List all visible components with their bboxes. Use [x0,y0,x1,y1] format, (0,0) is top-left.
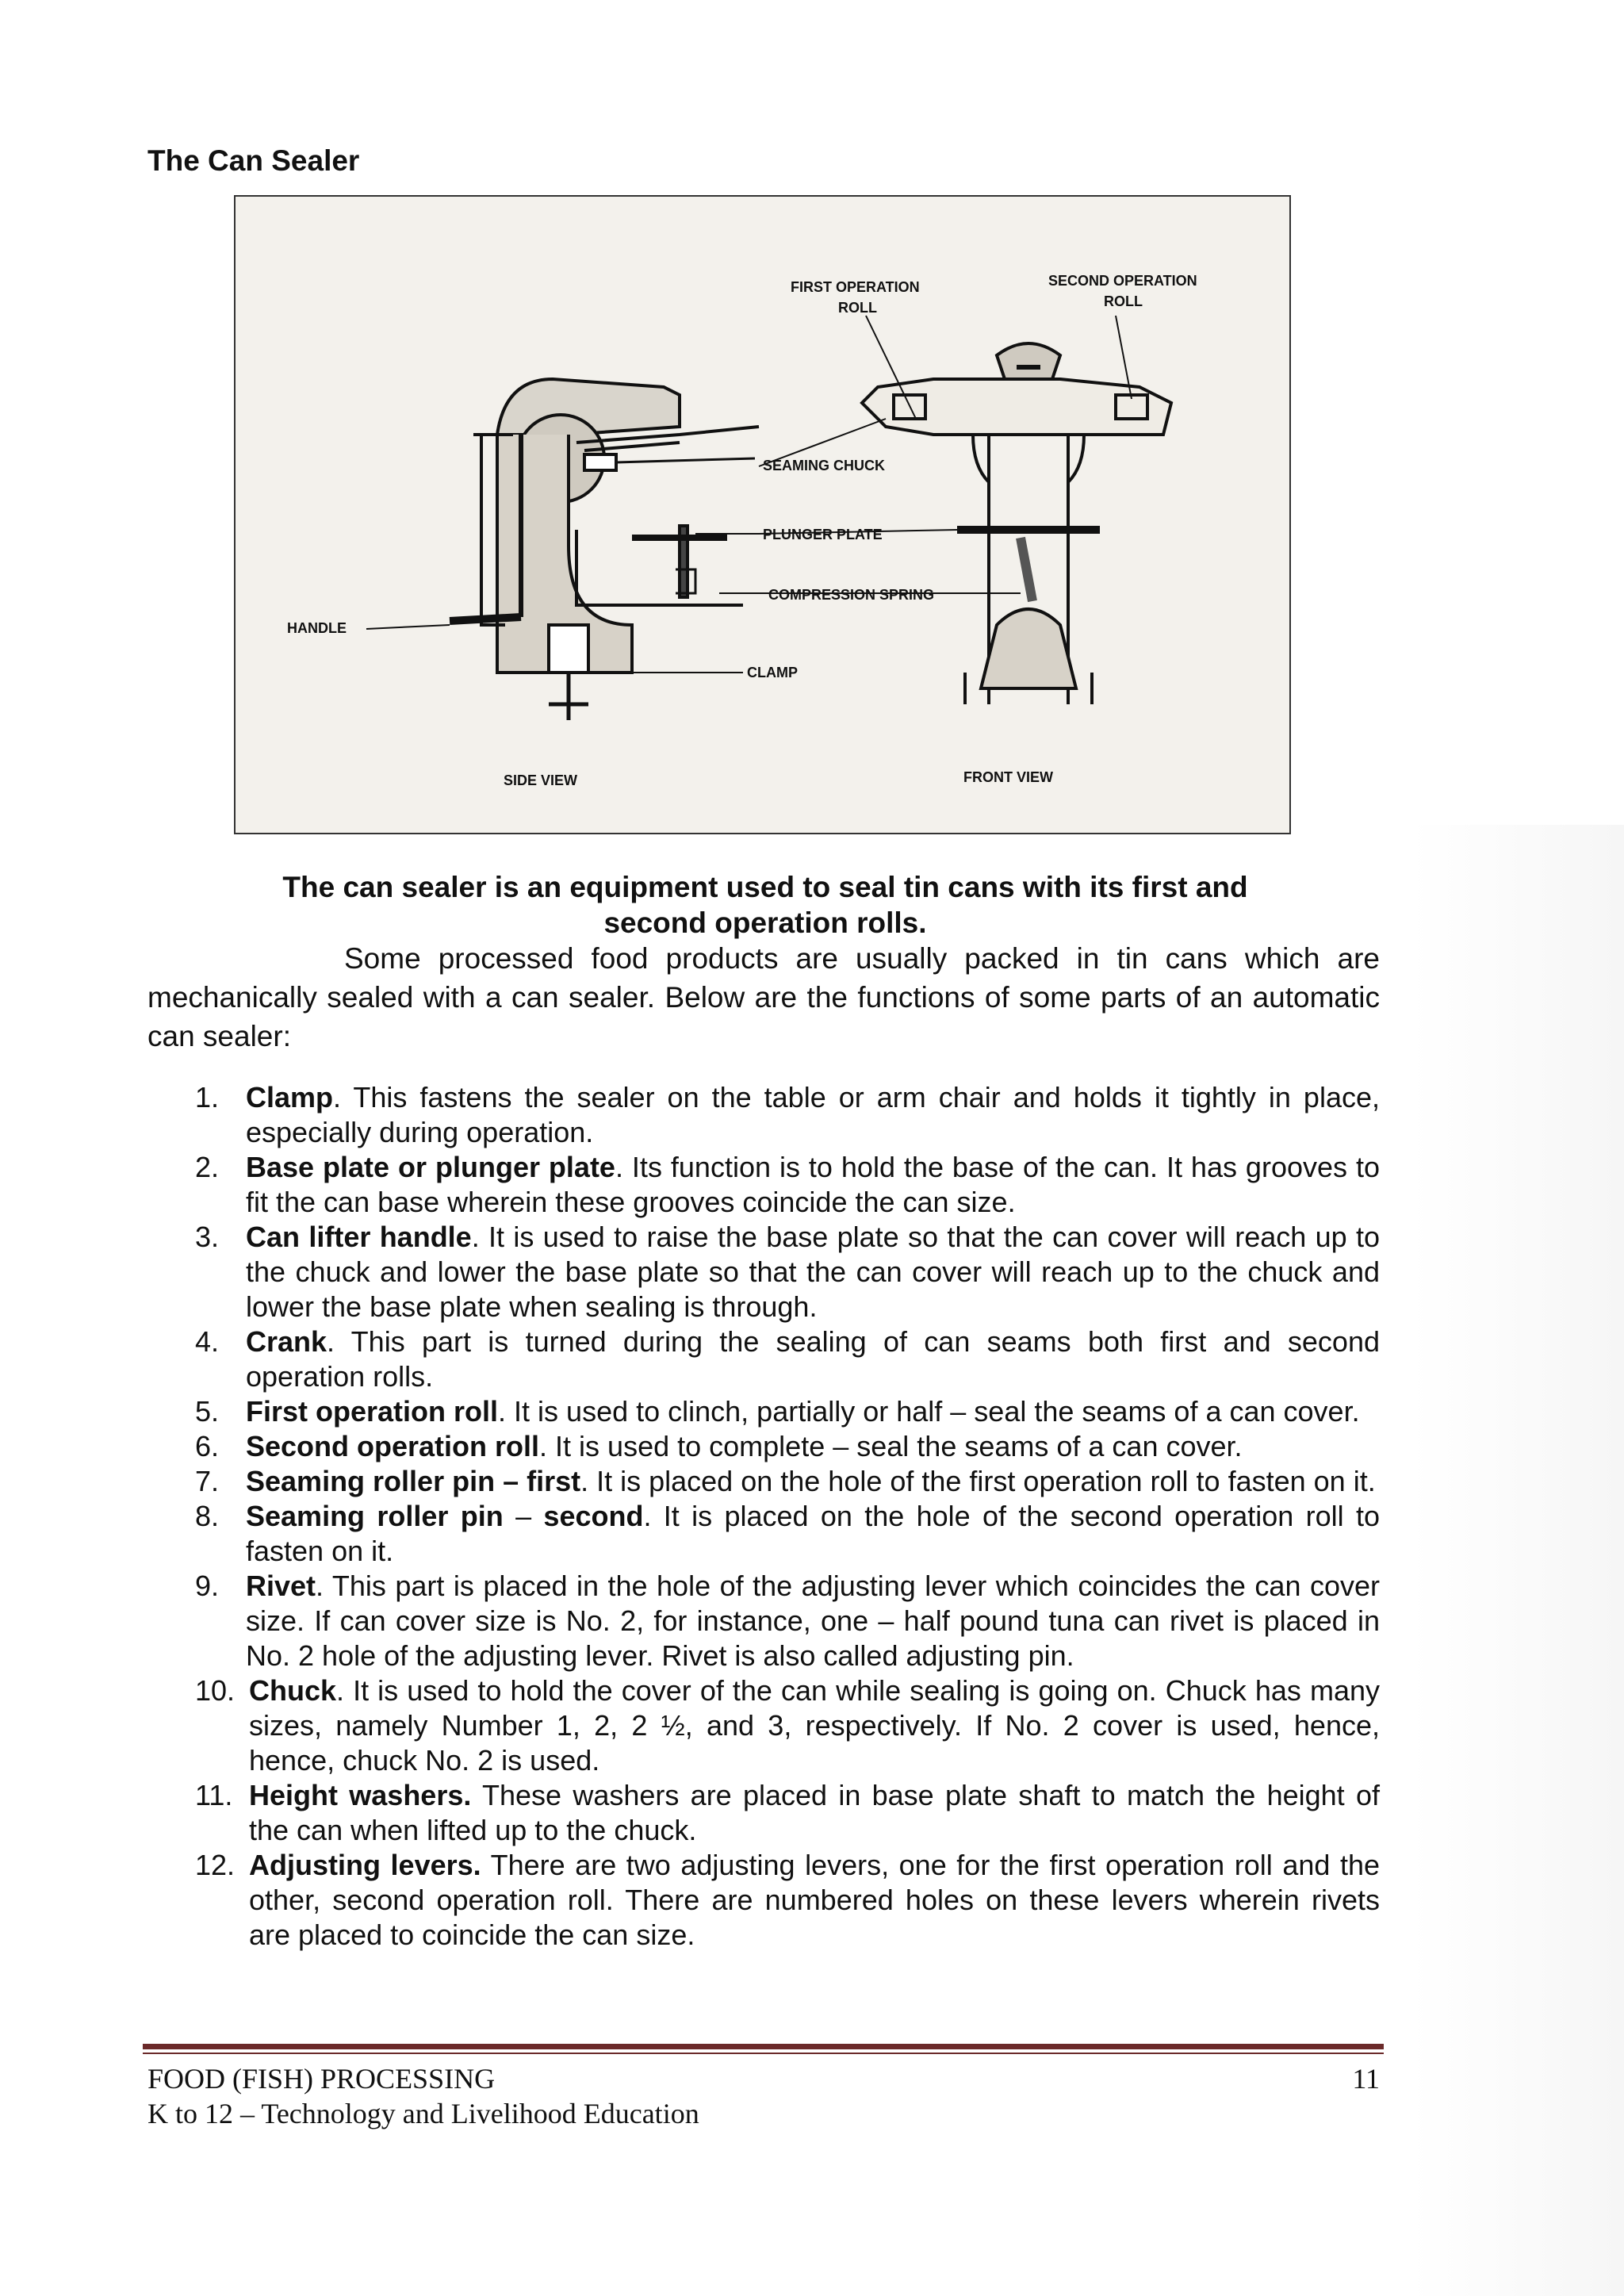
footer-program-title: K to 12 – Technology and Livelihood Education [147,2098,699,2129]
list-item [0,1848,1380,1953]
list-number: 6. [195,1430,220,1462]
list-text: . Its function is to hold the base of the can. It has grooves to fit the can base wherein these grooves coincide the can size. [246,1151,1380,1218]
list-text: . It is placed on the hole of the first operation roll to fasten on it. [580,1465,1376,1497]
list-number: 7. [195,1465,220,1497]
list-term: Seaming roller pin [246,1500,504,1532]
page-number: 11 [1352,2063,1380,2095]
list-number: 3. [195,1221,220,1253]
list-term: First operation roll [246,1395,499,1428]
list-item [0,1673,1380,1778]
label-handle: HANDLE [287,620,347,636]
list-number: 10. [195,1674,236,1707]
list-term: Seaming roller pin – first [246,1465,581,1497]
list-term: Adjusting levers. [249,1849,481,1881]
list-text: . This fastens the sealer on the table or arm chair and holds it tightly in place, especially during operation. [246,1081,1380,1148]
list-term-second: second [543,1500,644,1532]
label-clamp: CLAMP [747,665,798,680]
list-text: . This part is placed in the hole of the adjusting lever which coincides the can cover size. If can cover size is No. 2, for instance, one – half pound tuna can rivet is placed in No. 2 hole of the adjusting lever. Rivet is also called adjusting pin. [246,1570,1380,1672]
label-plunger-plate: PLUNGER PLATE [763,527,883,542]
scan-shading [1411,825,1624,2296]
list-term: Chuck [249,1674,337,1707]
side-view-drawing [450,379,759,720]
list-term: Second operation roll [246,1430,540,1462]
list-item [0,1569,1380,1673]
list-term-dash: – [503,1500,544,1532]
list-term: Height washers. [249,1779,472,1811]
label-second-operation-roll-line2: ROLL [1104,293,1143,309]
list-number: 12. [195,1849,236,1881]
figure-caption: The can sealer is an equipment used to seal tin cans with its first and second operation rolls. [282,871,1248,939]
list-item [0,1464,1380,1499]
list-item [0,1220,1380,1324]
front-view-drawing [862,343,1171,704]
list-number: 9. [195,1570,220,1602]
list-term: Rivet [246,1570,316,1602]
list-text: . It is used to hold the cover of the can while sealing is going on. Chuck has many sizes, namely Number 1, 2, 2 ½, and 3, respectively. If No. 2 cover is used, hence, hence, chuck No. 2 is used. [249,1674,1380,1777]
list-item [0,1429,1380,1464]
footer-course-title: FOOD (FISH) PROCESSING [147,2063,496,2095]
section-heading: The Can Sealer [147,144,360,177]
list-text: . It is used to clinch, partially or half – seal the seams of a can cover. [498,1395,1360,1428]
list-item [0,1394,1380,1429]
list-term: Base plate or plunger plate [246,1151,615,1183]
label-first-operation-roll-line2: ROLL [838,300,877,316]
list-number: 1. [195,1081,220,1114]
list-text: . It is placed on the hole of the second operation roll to fasten on it. [246,1500,1380,1567]
label-side-view: SIDE VIEW [504,772,578,788]
footer-rule-thin [143,2053,1384,2054]
list-number: 4. [195,1325,220,1358]
list-text: There are two adjusting levers, one for the first operation roll and the other, second operation roll. There are numbered holes on these levers wherein rivets are placed to coincide the can size. [249,1849,1381,1951]
list-text: These washers are placed in base plate shaft to match the height of the can when lifted up to the chuck. [249,1779,1380,1846]
list-item [0,1080,1380,1150]
list-term: Crank [246,1325,327,1358]
label-seaming-chuck: SEAMING CHUCK [763,458,886,473]
list-number: 2. [195,1151,220,1183]
can-sealer-drawing [236,197,1291,834]
list-term: Clamp [246,1081,334,1114]
list-item [0,1778,1380,1848]
list-text: . This part is turned during the sealing of can seams both first and second operation rolls. [246,1325,1380,1393]
list-number: 5. [195,1395,220,1428]
list-number: 8. [195,1500,220,1532]
label-front-view: FRONT VIEW [963,769,1053,785]
can-sealer-diagram [234,195,1291,834]
list-text: . It is used to complete – seal the seams of a can cover. [539,1430,1243,1462]
footer-rule-thick [143,2044,1384,2049]
label-first-operation-roll-line1: FIRST OPERATION [791,279,920,295]
list-term: Can lifter handle [246,1221,472,1253]
list-item [0,1150,1380,1220]
parts-list [0,1080,1380,1953]
list-number: 11. [195,1779,233,1811]
list-item [0,1499,1380,1569]
intro-paragraph: Some processed food products are usually packed in tin cans which are mechanically sealed with a can sealer. Below are the functions of some parts of an automatic can sealer: [147,942,1380,1052]
label-compression-spring: COMPRESSION SPRING [768,587,935,603]
list-item [0,1324,1380,1394]
footer-line-1 [147,2062,1380,2095]
footer-line-2 [147,2097,1380,2130]
label-second-operation-roll-line1: SECOND OPERATION [1048,273,1197,289]
list-text: . It is used to raise the base plate so that the can cover will reach up to the chuck and lower the base plate so that the can cover will reach up to the chuck and lower the base plate when sealing is through. [246,1221,1380,1323]
